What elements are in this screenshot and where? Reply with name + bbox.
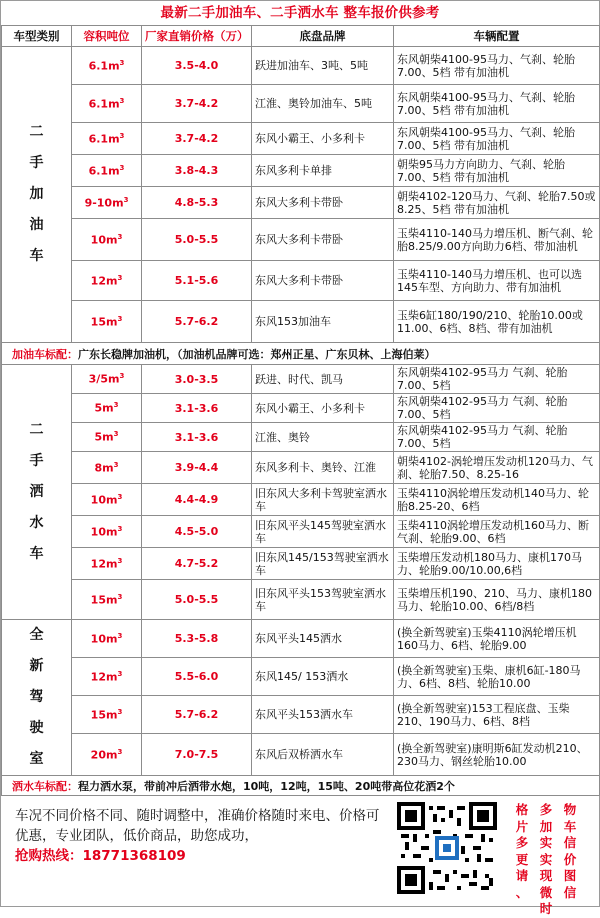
- capacity-value: 12m: [90, 670, 118, 684]
- footer: [1, 796, 599, 916]
- chassis-cell: 江淮、奥铃: [252, 423, 394, 452]
- category-char: 二: [29, 421, 44, 438]
- capacity-cell: [72, 261, 142, 301]
- price-cell: 3.7-4.2: [142, 123, 252, 155]
- header-price: 厂家直销价格（万）: [142, 26, 252, 47]
- capacity-cell: [72, 394, 142, 423]
- capacity-unit-exponent: 3: [117, 631, 123, 640]
- config-cell: (换全新驾驶室)玉柴、康机6缸-180马力、6档、8档、轮胎10.00: [394, 658, 600, 696]
- wechat-notice-char: 现: [539, 868, 553, 883]
- category-char: 手: [29, 452, 44, 469]
- chassis-cell: 东风小霸王、小多利卡: [252, 123, 394, 155]
- capacity-unit-exponent: 3: [119, 96, 125, 105]
- table-row: [2, 301, 600, 343]
- capacity-value: 20m: [90, 748, 118, 762]
- config-cell: 东风朝柴4100-95马力、气刹、轮胎7.00、5档 带有加油机: [394, 85, 600, 123]
- capacity-value: 15m: [90, 708, 118, 722]
- config-cell: 东风朝柴4100-95马力、气刹、轮胎7.00、5档 带有加油机: [394, 47, 600, 85]
- capacity-unit-exponent: 3: [117, 707, 123, 716]
- category-char: 全: [29, 627, 44, 643]
- category-cell: [2, 620, 72, 776]
- price-cell: 4.5-5.0: [142, 516, 252, 548]
- table-row: [2, 394, 600, 423]
- wechat-notice-char: 实: [539, 851, 553, 867]
- chassis-cell: 东风大多利卡带卧: [252, 187, 394, 219]
- config-cell: (换全新驾驶室)玉柴4110涡轮增压机160马力、6档、轮胎9.00: [394, 620, 600, 658]
- config-cell: 东风朝柴4100-95马力、气刹、轮胎7.00、5档 带有加油机: [394, 123, 600, 155]
- table-row: [2, 452, 600, 484]
- config-cell: (换全新驾驶室)153工程底盘、玉柴210、190马力、6档、8档: [394, 696, 600, 734]
- price-cell: 3.8-4.3: [142, 155, 252, 187]
- wechat-notice-char: 多: [515, 835, 529, 850]
- chassis-cell: 东风153加油车: [252, 301, 394, 343]
- table-row: [2, 155, 600, 187]
- price-cell: 5.3-5.8: [142, 620, 252, 658]
- capacity-cell: [72, 696, 142, 734]
- standard-note-label: 洒水车标配：: [12, 779, 78, 793]
- category-char: 驶: [29, 720, 44, 736]
- capacity-value: 6.1m: [88, 97, 120, 111]
- config-cell: 朝柴95马力方向助力、气刹、轮胎7.00、5档 带有加油机: [394, 155, 600, 187]
- table-row: [2, 696, 600, 734]
- table-row: [2, 658, 600, 696]
- wechat-notice-char: 实: [539, 835, 553, 850]
- capacity-unit-exponent: 3: [117, 492, 123, 501]
- capacity-value: 12m: [90, 557, 118, 571]
- capacity-unit-exponent: 3: [119, 58, 125, 67]
- category-char: 手: [29, 155, 44, 171]
- chassis-cell: 东风多利卡、奥铃、江淮: [252, 452, 394, 484]
- capacity-unit-exponent: 3: [119, 131, 125, 140]
- standard-note: [2, 776, 600, 796]
- capacity-cell: [72, 123, 142, 155]
- price-cell: 3.5-4.0: [142, 47, 252, 85]
- capacity-value: 9-10m: [84, 196, 124, 210]
- config-cell: 玉柴增压发动机180马力、康机170马力、轮胎9.00/10.00,6档: [394, 548, 600, 580]
- price-cell: 4.4-4.9: [142, 484, 252, 516]
- capacity-unit-exponent: 3: [119, 372, 125, 381]
- config-cell: 东风朝柴4102-95马力 气刹、轮胎7.00、5档: [394, 423, 600, 452]
- wechat-notice-char: 信: [563, 884, 577, 900]
- chassis-cell: 东风大多利卡带卧: [252, 219, 394, 261]
- capacity-cell: [72, 187, 142, 219]
- capacity-value: 3/5m: [88, 372, 120, 386]
- footer-notice: 车况不同价格不同、随时调整中，准确价格随时来电、价格可优惠，专业团队，低价商品，助您成功，: [15, 808, 380, 844]
- capacity-cell: [72, 734, 142, 776]
- qr-code[interactable]: [397, 802, 497, 894]
- category-cell: [2, 365, 72, 620]
- wechat-notice-char: 时: [539, 901, 553, 916]
- capacity-unit-exponent: 3: [117, 314, 123, 323]
- capacity-cell: [72, 548, 142, 580]
- category-char: 室: [29, 751, 44, 767]
- price-cell: 3.7-4.2: [142, 85, 252, 123]
- capacity-cell: [72, 365, 142, 394]
- wechat-notice-char: 加: [539, 818, 553, 834]
- refuel-standard-row: [2, 343, 600, 365]
- table-row: [2, 516, 600, 548]
- capacity-value: 5m: [94, 430, 114, 444]
- wechat-notice-char: 更: [515, 851, 529, 867]
- wechat-notice-char: 车: [563, 818, 577, 834]
- table-row: [2, 734, 600, 776]
- capacity-value: 5m: [94, 401, 114, 415]
- config-cell: 玉柴4110-140马力增压机、断气刹、轮胎8.25/9.00方向助力6档、带加油机: [394, 219, 600, 261]
- config-cell: 玉柴4110涡轮增压发动机140马力、轮胎8.25-20、6档: [394, 484, 600, 516]
- wechat-notice-char: 物: [563, 802, 577, 817]
- capacity-value: 6.1m: [88, 132, 120, 146]
- table-row: [2, 47, 600, 85]
- table-row: [2, 219, 600, 261]
- capacity-value: 10m: [90, 632, 118, 646]
- capacity-value: 15m: [90, 315, 118, 329]
- capacity-unit-exponent: 3: [113, 401, 119, 410]
- capacity-unit-exponent: 3: [117, 669, 123, 678]
- wechat-notice-col3: [561, 802, 579, 901]
- footer-text: [15, 806, 385, 866]
- category-char: 油: [29, 217, 44, 233]
- price-cell: 5.5-6.0: [142, 658, 252, 696]
- capacity-cell: [72, 484, 142, 516]
- table-row: [2, 261, 600, 301]
- category-char: 洒: [29, 483, 44, 500]
- wechat-notice-char: 图: [563, 868, 577, 883]
- capacity-unit-exponent: 3: [113, 430, 119, 439]
- category-cell: [2, 47, 72, 343]
- wechat-notice-col1: [513, 802, 531, 901]
- price-cell: 3.1-3.6: [142, 423, 252, 452]
- standard-note-text: 程力洒水泵，带前冲后洒带水炮，10吨，12吨，15吨、20吨带高位花洒2个: [78, 779, 455, 793]
- price-cell: 5.1-5.6: [142, 261, 252, 301]
- header-capacity: 容积吨位: [72, 26, 142, 47]
- capacity-value: 10m: [90, 493, 118, 507]
- capacity-unit-exponent: 3: [117, 273, 123, 282]
- price-table: [1, 25, 600, 796]
- config-cell: 玉柴4110涡轮增压发动机160马力、断气刹、轮胎9.00、6档: [394, 516, 600, 548]
- config-cell: 朝柴4102-涡轮增压发动机120马力、气刹、轮胎7.50、8.25-16: [394, 452, 600, 484]
- table-header: [2, 26, 600, 47]
- capacity-unit-exponent: 3: [117, 524, 123, 533]
- table-row: [2, 85, 600, 123]
- capacity-value: 10m: [90, 525, 118, 539]
- category-char: 车: [29, 545, 44, 562]
- capacity-value: 6.1m: [88, 59, 120, 73]
- config-cell: 玉柴6缸180/190/210、轮胎10.00或11.00、6档、8档、带有加油机: [394, 301, 600, 343]
- capacity-unit-exponent: 3: [117, 592, 123, 601]
- capacity-unit-exponent: 3: [113, 460, 119, 469]
- capacity-cell: [72, 85, 142, 123]
- capacity-value: 8m: [94, 461, 114, 475]
- capacity-cell: [72, 423, 142, 452]
- wechat-notice-col2: [537, 802, 555, 918]
- standard-note: [2, 343, 600, 365]
- header-chassis: 底盘品牌: [252, 26, 394, 47]
- chassis-cell: 东风后双桥洒水车: [252, 734, 394, 776]
- capacity-value: 10m: [90, 233, 118, 247]
- table-row: [2, 620, 600, 658]
- price-cell: 3.9-4.4: [142, 452, 252, 484]
- capacity-cell: [72, 516, 142, 548]
- table-row: [2, 423, 600, 452]
- capacity-cell: [72, 47, 142, 85]
- chassis-cell: 跃进、时代、凯马: [252, 365, 394, 394]
- price-cell: 5.7-6.2: [142, 301, 252, 343]
- capacity-unit-exponent: 3: [119, 163, 125, 172]
- capacity-cell: [72, 219, 142, 261]
- chassis-cell: 跃进加油车、3吨、5吨: [252, 47, 394, 85]
- capacity-cell: [72, 658, 142, 696]
- capacity-cell: [72, 155, 142, 187]
- hotline-label: 抢购热线：: [15, 848, 83, 864]
- price-cell: 4.7-5.2: [142, 548, 252, 580]
- qr-code-image: [397, 802, 497, 894]
- chassis-cell: 东风平头153洒水车: [252, 696, 394, 734]
- category-char: 车: [29, 248, 44, 264]
- category-char: 二: [29, 124, 44, 140]
- capacity-cell: [72, 620, 142, 658]
- table-row: [2, 123, 600, 155]
- category-char: 驾: [29, 689, 44, 705]
- wechat-notice-char: 片: [515, 818, 529, 834]
- capacity-cell: [72, 301, 142, 343]
- config-cell: 东风朝柴4102-95马力 气刹、轮胎7.00、5档: [394, 365, 600, 394]
- wechat-notice-char: 微: [539, 884, 553, 900]
- config-cell: 玉柴4110-140马力增压机、也可以选145车型、方向助力、带有加油机: [394, 261, 600, 301]
- capacity-unit-exponent: 3: [117, 747, 123, 756]
- capacity-unit-exponent: 3: [117, 232, 123, 241]
- wechat-notice-char: 价: [563, 851, 577, 867]
- wechat-notice-char: 、: [515, 884, 529, 900]
- wechat-notice-char: 信: [563, 835, 577, 850]
- chassis-cell: 旧东风平头153驾驶室洒水车: [252, 580, 394, 620]
- chassis-cell: 东风小霸王、小多利卡: [252, 394, 394, 423]
- config-cell: 玉柴增压机190、210、马力、康机180马力、轮胎10.00、6档/8档: [394, 580, 600, 620]
- config-cell: 朝柴4102-120马力、气刹、轮胎7.50或8.25、5档 带有加油机: [394, 187, 600, 219]
- price-cell: 4.8-5.3: [142, 187, 252, 219]
- config-cell: (换全新驾驶室)康明斯6缸发动机210、230马力、钢丝轮胎10.00: [394, 734, 600, 776]
- table-row: [2, 484, 600, 516]
- price-cell: 5.0-5.5: [142, 580, 252, 620]
- table-row: [2, 580, 600, 620]
- chassis-cell: 东风多利卡单排: [252, 155, 394, 187]
- category-char: 新: [29, 658, 44, 674]
- chassis-cell: 旧东风大多利卡驾驶室洒水车: [252, 484, 394, 516]
- capacity-value: 15m: [90, 593, 118, 607]
- price-cell: 7.0-7.5: [142, 734, 252, 776]
- page-title: 最新二手加油车、二手洒水车 整车报价供参考: [160, 5, 440, 21]
- price-cell: 5.0-5.5: [142, 219, 252, 261]
- capacity-cell: [72, 452, 142, 484]
- table-row: [2, 187, 600, 219]
- table-row: [2, 365, 600, 394]
- table-row: [2, 548, 600, 580]
- config-cell: 东风朝柴4102-95马力 气刹、轮胎7.00、5档: [394, 394, 600, 423]
- chassis-cell: 旧东风145/153驾驶室洒水车: [252, 548, 394, 580]
- price-cell: 5.7-6.2: [142, 696, 252, 734]
- chassis-cell: 东风145/ 153洒水: [252, 658, 394, 696]
- header-config: 车辆配置: [394, 26, 600, 47]
- capacity-cell: [72, 580, 142, 620]
- chassis-cell: 东风大多利卡带卧: [252, 261, 394, 301]
- price-cell: 3.0-3.5: [142, 365, 252, 394]
- header-category: 车型类别: [2, 26, 72, 47]
- sprinkler-standard-row: [2, 776, 600, 796]
- hotline-number[interactable]: 18771368109: [82, 848, 186, 864]
- standard-note-label: 加油车标配：: [12, 347, 78, 361]
- chassis-cell: 旧东风平头145驾驶室洒水车: [252, 516, 394, 548]
- wechat-notice-char: 格: [515, 802, 529, 817]
- capacity-value: 6.1m: [88, 164, 120, 178]
- capacity-unit-exponent: 3: [117, 556, 123, 565]
- capacity-unit-exponent: 3: [123, 195, 129, 204]
- price-cell: 3.1-3.6: [142, 394, 252, 423]
- category-char: 加: [29, 186, 44, 202]
- category-char: 水: [29, 514, 44, 531]
- wechat-notice-char: 多: [539, 802, 553, 817]
- chassis-cell: 江淮、奥铃加油车、5吨: [252, 85, 394, 123]
- standard-note-text: 广东长稳牌加油机，（加油机品牌可选：郑州正星、广东贝林、上海伯莱）: [78, 347, 436, 361]
- chassis-cell: 东风平头145洒水: [252, 620, 394, 658]
- capacity-value: 12m: [90, 274, 118, 288]
- wechat-notice-char: 请: [515, 868, 529, 883]
